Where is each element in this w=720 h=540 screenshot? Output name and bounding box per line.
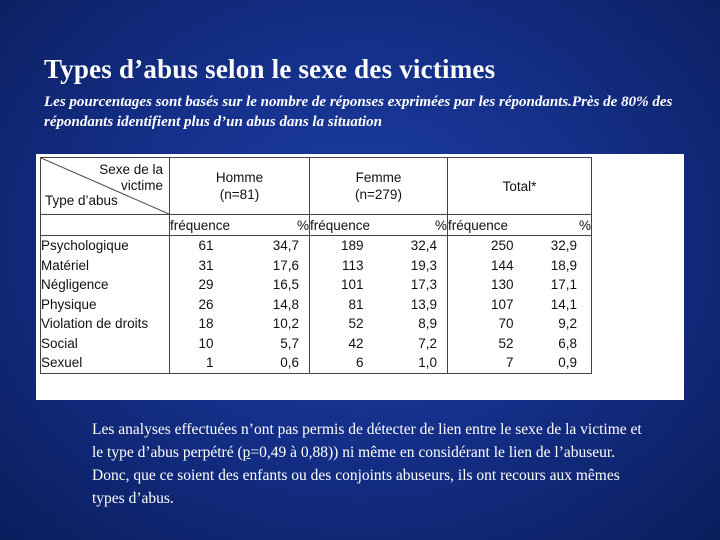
row-label: Physique [41, 295, 170, 315]
cell-t-pct: 32,9 [532, 236, 592, 256]
slide-title: Types d’abus selon le sexe des victimes [44, 54, 496, 84]
subheader-freq: fréquence [170, 215, 256, 236]
analysis-text-part1: Les analyses effectuées n’ont pas permis de détecter de lien entre le sexe de la victime et le type d’abus perpétré ( [92, 421, 642, 461]
cell-t-freq: 70 [448, 314, 532, 334]
cell-f-freq: 81 [310, 295, 394, 315]
row-label: Psychologique [41, 236, 170, 256]
corner-type-label: Type d’abus [45, 193, 118, 208]
total-label: Total* [502, 178, 537, 194]
femme-label: Femme [355, 170, 402, 185]
cell-t-freq: 52 [448, 334, 532, 354]
subheader-freq: fréquence [310, 215, 394, 236]
analysis-paragraph [92, 418, 652, 510]
corner-victime-label: victime [120, 178, 163, 193]
analysis-text-part2: =0,49 à 0,88)) ni même en considérant le lien de l’abuseur. Donc, que ce soient des enfants ou des conjoints abuseurs, ils ont recours aux mêmes types d’abus. [92, 444, 620, 507]
cell-f-pct: 1,0 [394, 353, 448, 373]
cell-t-freq: 144 [448, 256, 532, 276]
table-row [41, 295, 592, 315]
table-row [41, 334, 592, 354]
table-row [41, 256, 592, 276]
cell-h-pct: 34,7 [272, 238, 299, 254]
subheader-pct: % [394, 215, 448, 236]
cell-h-freq: 1 [170, 353, 256, 373]
row-label: Sexuel [41, 353, 170, 373]
cell-f-freq: 113 [310, 256, 394, 276]
cell-h-pct: 0,6 [256, 353, 310, 373]
cell-f-pct: 13,9 [410, 296, 437, 312]
femme-count: (n=279) [355, 187, 402, 202]
cell-t-pct: 6,8 [532, 334, 592, 354]
homme-count: (n=81) [219, 187, 260, 202]
cell-h-freq: 18 [170, 314, 256, 334]
cell-f-pct: 32,4 [410, 238, 437, 254]
cell-f-pct: 17,3 [410, 277, 437, 293]
subheader-empty [41, 215, 170, 236]
subheader-row [41, 215, 592, 236]
table-row [41, 236, 592, 256]
cell-t-pct: 9,2 [532, 314, 592, 334]
cell-h-pct: 16,5 [272, 277, 299, 293]
cell-t-pct: 17,1 [532, 275, 592, 295]
cell-h-freq: 26 [170, 295, 256, 315]
cell-h-pct: 10,2 [272, 316, 299, 332]
table-row [41, 314, 592, 334]
cell-h-freq: 31 [170, 256, 256, 276]
table-row [41, 353, 592, 373]
subheader-freq: fréquence [448, 215, 532, 236]
corner-sexe-label: Sexe de la [99, 162, 163, 177]
cell-h-freq: 10 [170, 334, 256, 354]
table-row [41, 275, 592, 295]
cell-h-pct: 5,7 [280, 335, 299, 351]
cell-f-pct: 8,9 [418, 316, 437, 332]
subheader-pct: % [256, 215, 310, 236]
cell-f-freq: 101 [310, 275, 394, 295]
cell-h-freq: 61 [170, 236, 256, 256]
group-header-femme [310, 158, 448, 215]
group-header-homme [170, 158, 310, 215]
cell-f-freq: 6 [310, 353, 394, 373]
abuse-table [40, 157, 592, 374]
cell-f-freq: 189 [310, 236, 394, 256]
slide-subtitle: Les pourcentages sont basés sur le nombre de réponses exprimées par les répondants.Près de 80% des répondants identifient plus d’un abus dans la situation [44, 94, 673, 130]
row-label: Négligence [41, 275, 170, 295]
row-label: Matériel [41, 256, 170, 276]
row-label: Social [41, 334, 170, 354]
homme-label: Homme [215, 170, 264, 185]
row-label: Violation de droits [41, 314, 170, 334]
subheader-pct: % [532, 215, 592, 236]
cell-h-pct: 17,6 [272, 257, 299, 273]
cell-f-freq: 42 [310, 334, 394, 354]
group-header-total [448, 158, 592, 215]
cell-t-freq: 107 [448, 295, 532, 315]
cell-f-freq: 52 [310, 314, 394, 334]
cell-f-pct: 19,3 [410, 257, 437, 273]
cell-f-pct: 7,2 [418, 335, 437, 351]
table-body [41, 236, 592, 374]
cell-t-pct: 18,9 [532, 256, 592, 276]
p-value-symbol: p [242, 444, 251, 461]
cell-h-freq: 29 [170, 275, 256, 295]
cell-t-pct: 0,9 [532, 353, 592, 373]
cell-t-freq: 250 [448, 236, 532, 256]
cell-h-pct: 14,8 [272, 296, 299, 312]
cell-t-pct: 14,1 [532, 295, 592, 315]
table-corner-header [41, 158, 170, 215]
cell-t-freq: 130 [448, 275, 532, 295]
cell-t-freq: 7 [448, 353, 532, 373]
abuse-table-panel [36, 154, 684, 400]
